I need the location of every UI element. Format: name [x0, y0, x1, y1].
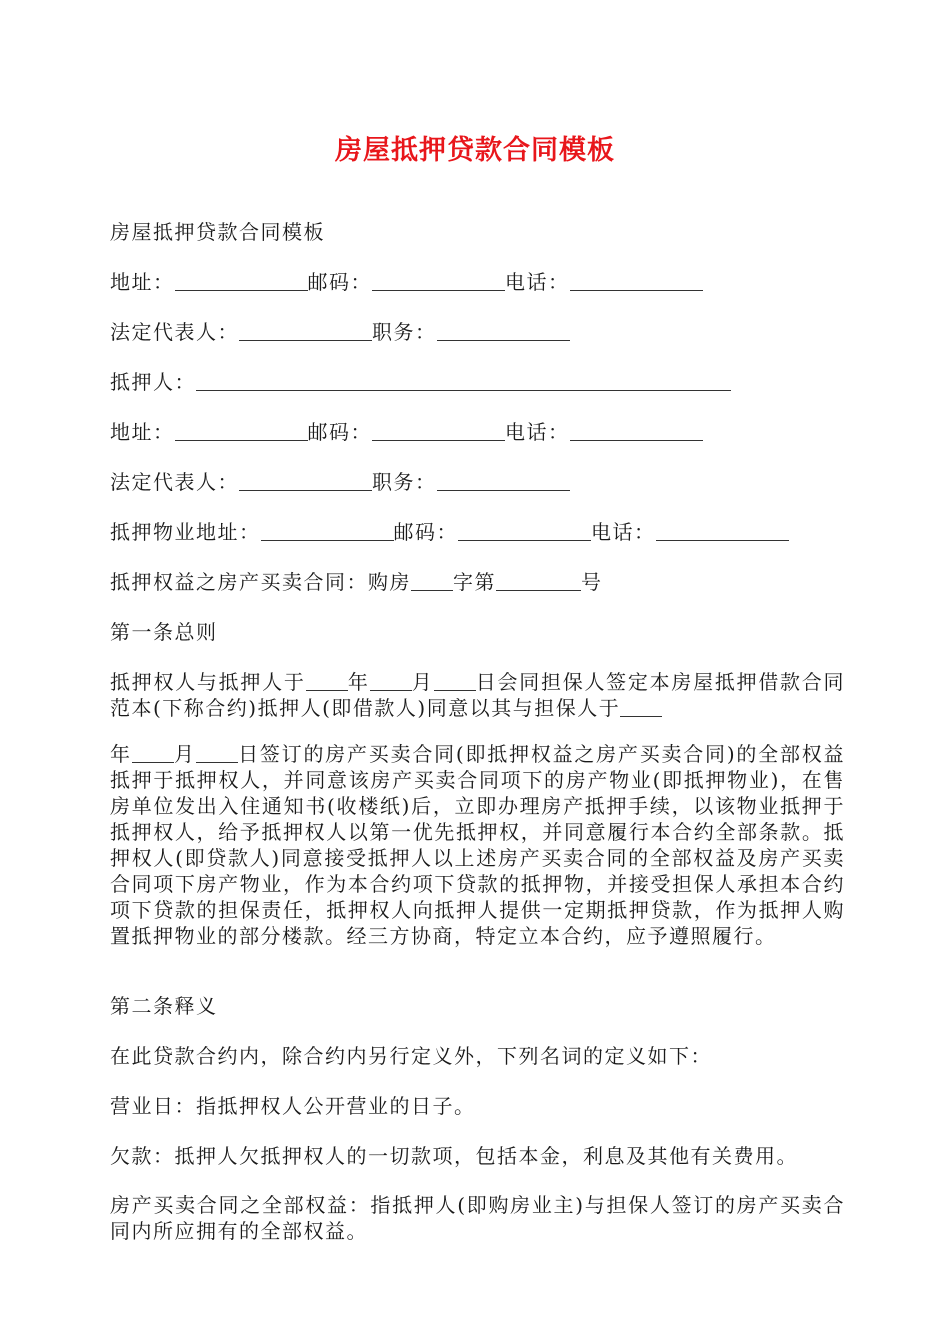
year-blank — [306, 670, 348, 691]
position-label: 职务： — [372, 470, 437, 494]
p2-month: 月 — [173, 742, 196, 766]
mortgagor-label: 抵押人： — [110, 370, 196, 394]
legal-rep-label: 法定代表人： — [110, 470, 239, 494]
position-label: 职务： — [372, 320, 437, 344]
legal-rep-blank — [239, 470, 372, 491]
document-title: 房屋抵押贷款合同模板 — [335, 135, 615, 166]
property-address-label: 抵押物业地址： — [110, 520, 261, 544]
legal-rep-blank — [239, 320, 372, 341]
property-line — [110, 519, 789, 545]
mortgagee-contact-line — [110, 269, 703, 295]
mortgagor-rep-line — [110, 469, 570, 495]
p2-body: 日签订的房产买卖合同(即抵押权益之房产买卖合同)的全部权益抵押于抵押权人，并同意该房产买卖合同项下的房产物业(即抵押物业)，在售房单位发出入住通知书(收楼纸)后，立即办理房产抵押手续，以该物业抵押于抵押权人，给予抵押权人以第一优先抵押权，并同意履行本合约全部条款。抵押权人(即贷款人)同意接受抵押人以上述房产买卖合同的全部权益及房产买卖合同项下房产物业，作为本合约项下贷款的抵押物，并接受担保人承担本合约项下贷款的担保责任，抵押权人向抵押人提供一定期抵押贷款，作为抵押人购置抵押物业的部分楼款。经三方协商，特定立本合约，应予遵照履行。 — [110, 742, 846, 948]
day-blank — [196, 742, 238, 763]
phone-blank — [570, 270, 703, 291]
postcode-label: 邮码： — [393, 520, 458, 544]
p1-month: 月 — [411, 670, 434, 694]
definition-debt: 欠款：抵押人欠抵押权人的一切款项，包括本金，利息及其他有关费用。 — [110, 1144, 798, 1168]
contract-mid: 字第 — [453, 570, 496, 594]
definition-business-day: 营业日：指抵押权人公开营业的日子。 — [110, 1094, 476, 1118]
document-subtitle: 房屋抵押贷款合同模板 — [110, 220, 325, 244]
month-blank — [370, 670, 412, 691]
mortgagor-blank — [196, 370, 731, 391]
p1-text-b: 日会同担保人签定本房屋抵押借款合同范本(下称合约)抵押人(即借款人)同意以其与担保人于 — [110, 670, 846, 720]
article-1-paragraph-2 — [110, 741, 845, 949]
contract-number-blank — [496, 570, 581, 591]
article-1-heading: 第一条总则 — [110, 620, 218, 644]
contract-number-line — [110, 569, 603, 595]
p1-text-a: 抵押权人与抵押人于 — [110, 670, 306, 694]
address-label: 地址： — [110, 420, 175, 444]
postcode-blank — [458, 520, 591, 541]
property-address-blank — [261, 520, 394, 541]
mortgagor-line — [110, 369, 731, 395]
phone-label: 电话： — [505, 270, 570, 294]
legal-rep-label: 法定代表人： — [110, 320, 239, 344]
postcode-blank — [372, 270, 505, 291]
postcode-label: 邮码： — [307, 420, 372, 444]
phone-blank — [570, 420, 703, 441]
date-blank — [620, 696, 662, 717]
address-label: 地址： — [110, 270, 175, 294]
definition-rights: 房产买卖合同之全部权益：指抵押人(即购房业主)与担保人签订的房产买卖合同内所应拥有的全部权益。 — [110, 1193, 845, 1243]
day-blank — [434, 670, 476, 691]
mortgagor-contact-line — [110, 419, 703, 445]
phone-label: 电话： — [591, 520, 656, 544]
phone-label: 电话： — [505, 420, 570, 444]
p1-year: 年 — [347, 670, 370, 694]
article-2-heading: 第二条释义 — [110, 994, 218, 1018]
contract-prefix: 抵押权益之房产买卖合同：购房 — [110, 570, 411, 594]
contract-suffix: 号 — [581, 570, 603, 594]
position-blank — [437, 320, 570, 341]
mortgagee-rep-line — [110, 319, 570, 345]
p2-year: 年 — [110, 742, 132, 766]
address-blank — [175, 270, 308, 291]
postcode-blank — [372, 420, 505, 441]
article-2-intro: 在此贷款合约内，除合约内另行定义外，下列名词的定义如下： — [110, 1044, 712, 1068]
address-blank — [175, 420, 308, 441]
contract-type-blank — [411, 570, 453, 591]
phone-blank — [656, 520, 789, 541]
position-blank — [437, 470, 570, 491]
postcode-label: 邮码： — [307, 270, 372, 294]
article-1-paragraph-1 — [110, 669, 845, 721]
month-blank — [132, 742, 174, 763]
